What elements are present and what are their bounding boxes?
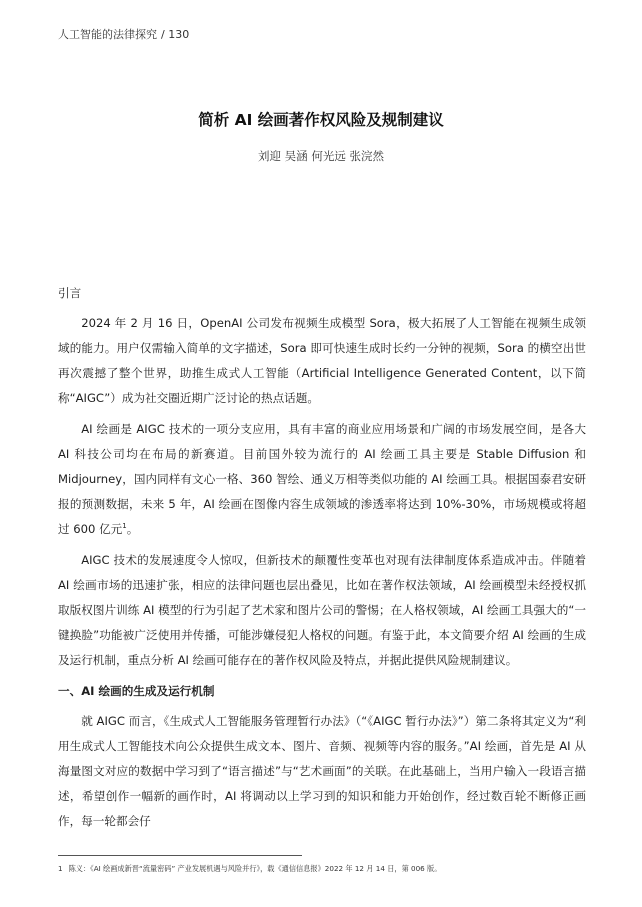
footnote-text: 陈义：《AI 绘画成新晋“流量密码” 产业发展机遇与风险并行》，载《通信信息报》2022 年 12 月 14 日，第 006 版。 bbox=[68, 864, 442, 873]
paragraph-3: AIGC 技术的发展速度令人惊叹，但新技术的颠覆性变革也对现有法律制度体系造成冲击。伴随着 AI 绘画市场的迅速扩张，相应的法律问题也层出叠见，比如在著作权法领域，AI 绘画模型未经授权抓取版权图片训练 AI 模型的行为引起了艺术家和图片公司的警惕；在人格权领域，AI 绘画工具强大的“一键换脸”功能被广泛使用并传播，可能涉嫌侵犯人格权的问题。有鉴于此，本文简要介绍 AI 绘画的生成及运行机制，重点分析 AI 绘画可能存在的著作权风险及特点，并据此提供风险规制建议。 bbox=[58, 553, 586, 667]
article-title: 简析 AI 绘画著作权风险及规制建议 bbox=[198, 111, 444, 129]
footnote bbox=[58, 864, 441, 874]
article-body bbox=[58, 281, 586, 840]
paragraph-2-text: AI 绘画是 AIGC 技术的一项分支应用，具有丰富的商业应用场景和广阔的市场发展空间，是各大 AI 科技公司均在布局的新赛道。目前国外较为流行的 AI 绘画工具主要是 Stable Diffusion 和 Midjourney，国内同样有文心一格、360 智绘、通义万相等类似功能的 AI 绘画工具。根据国泰君安研报的预测数据，未来 5 年，AI 绘画在图像内容生成领域的渗透率将达到 10%-30%，市场规模或将超过 600 亿元 bbox=[58, 422, 586, 536]
running-header bbox=[58, 26, 189, 42]
paragraph-2-end: 。 bbox=[126, 522, 139, 536]
article-authors: 刘迎 吴涵 何光远 张浣然 bbox=[258, 149, 384, 163]
book-title: 人工智能的法律探究 bbox=[58, 28, 157, 41]
footnote-divider bbox=[58, 855, 302, 856]
footnote-ref[interactable]: 1 bbox=[122, 522, 127, 530]
page-number: / 130 bbox=[161, 28, 190, 41]
intro-heading: 引言 bbox=[58, 286, 82, 300]
section-1-heading: 一、AI 绘画的生成及运行机制 bbox=[58, 684, 215, 698]
paragraph-2 bbox=[58, 417, 586, 542]
footnote-mark: 1 bbox=[58, 864, 63, 873]
paragraph-1: 2024 年 2 月 16 日，OpenAI 公司发布视频生成模型 Sora，极大拓展了人工智能在视频生成领域的能力。用户仅需输入简单的文字描述，Sora 即可快速生成时长约一分钟的视频，Sora 的横空出世再次震撼了整个世界，助推生成式人工智能（Artificial Intelligence Generated Content，以下简称“AIGC”）成为社交圈近期广泛讨论的热点话题。 bbox=[58, 316, 586, 405]
paragraph-4: 就 AIGC 而言，《生成式人工智能服务管理暂行办法》（“《AIGC 暂行办法》”）第二条将其定义为“利用生成式人工智能技术向公众提供生成文本、图片、音频、视频等内容的服务。”AI 绘画，首先是 AI 从海量图文对应的数据中学习到了“语言描述”与“艺术画面”的关联。在此基础上，当用户输入一段语言描述，希望创作一幅新的画作时，AI 将调动以上学习到的知识和能力开始创作，经过数百轮不断修正画作，每一轮都会仔 bbox=[58, 714, 586, 828]
